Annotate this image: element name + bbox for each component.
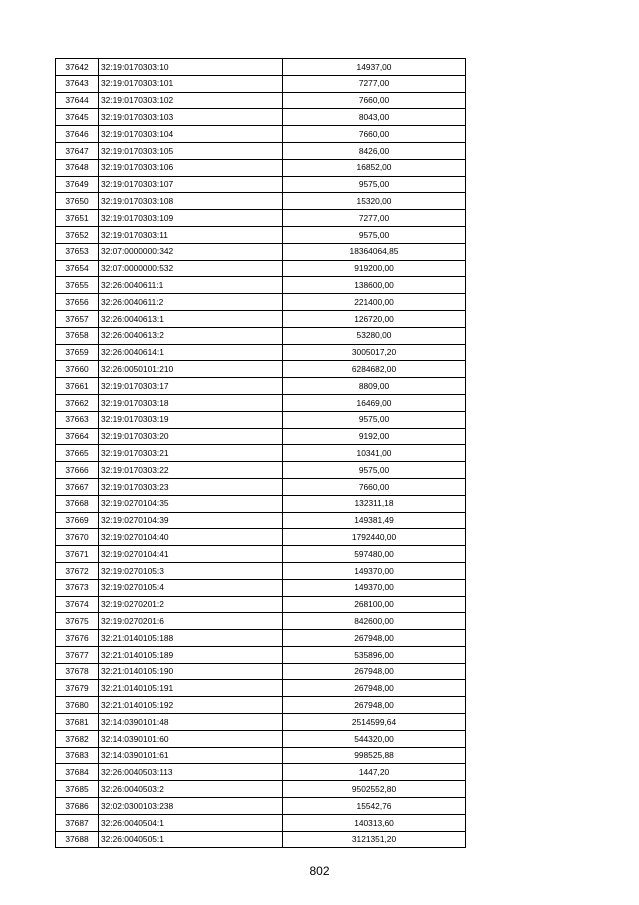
row-number-cell: 37683	[56, 747, 99, 764]
value-cell: 126720,00	[283, 310, 466, 327]
row-number-cell: 37678	[56, 663, 99, 680]
cadastral-number-cell: 32:26:0040613:1	[99, 310, 283, 327]
row-number-cell: 37657	[56, 310, 99, 327]
table-row	[56, 445, 466, 462]
cadastral-number-cell: 32:19:0170303:109	[99, 210, 283, 227]
value-cell: 149381,49	[283, 512, 466, 529]
table-row	[56, 630, 466, 647]
row-number-cell: 37654	[56, 260, 99, 277]
row-number-cell: 37668	[56, 495, 99, 512]
row-number-cell: 37685	[56, 781, 99, 798]
row-number-cell: 37682	[56, 730, 99, 747]
table-row	[56, 680, 466, 697]
value-cell: 7660,00	[283, 92, 466, 109]
value-cell: 16852,00	[283, 159, 466, 176]
cadastral-number-cell: 32:19:0170303:101	[99, 75, 283, 92]
row-number-cell: 37688	[56, 831, 99, 848]
table-row	[56, 646, 466, 663]
row-number-cell: 37670	[56, 529, 99, 546]
row-number-cell: 37665	[56, 445, 99, 462]
table-row	[56, 344, 466, 361]
value-cell: 7660,00	[283, 126, 466, 143]
table-body	[56, 59, 466, 848]
value-cell: 10341,00	[283, 445, 466, 462]
cadastral-number-cell: 32:14:0390101:60	[99, 730, 283, 747]
cadastral-number-cell: 32:19:0270104:39	[99, 512, 283, 529]
cadastral-number-cell: 32:21:0140105:189	[99, 646, 283, 663]
row-number-cell: 37680	[56, 697, 99, 714]
row-number-cell: 37643	[56, 75, 99, 92]
table-row	[56, 613, 466, 630]
cadastral-number-cell: 32:19:0170303:23	[99, 478, 283, 495]
row-number-cell: 37649	[56, 176, 99, 193]
table-row	[56, 142, 466, 159]
value-cell: 9575,00	[283, 411, 466, 428]
row-number-cell: 37684	[56, 764, 99, 781]
row-number-cell: 37646	[56, 126, 99, 143]
value-cell: 544320,00	[283, 730, 466, 747]
row-number-cell: 37677	[56, 646, 99, 663]
row-number-cell: 37644	[56, 92, 99, 109]
value-cell: 267948,00	[283, 663, 466, 680]
value-cell: 53280,00	[283, 327, 466, 344]
value-cell: 9502552,80	[283, 781, 466, 798]
cadastral-number-cell: 32:19:0170303:11	[99, 226, 283, 243]
cadastral-number-cell: 32:19:0170303:102	[99, 92, 283, 109]
table-row	[56, 781, 466, 798]
cadastral-number-cell: 32:19:0170303:17	[99, 378, 283, 395]
row-number-cell: 37662	[56, 394, 99, 411]
row-number-cell: 37673	[56, 579, 99, 596]
cadastral-number-cell: 32:26:0040503:2	[99, 781, 283, 798]
value-cell: 267948,00	[283, 630, 466, 647]
table-row	[56, 310, 466, 327]
cadastral-number-cell: 32:19:0170303:20	[99, 428, 283, 445]
row-number-cell: 37675	[56, 613, 99, 630]
cadastral-number-cell: 32:02:0300103:238	[99, 798, 283, 815]
value-cell: 16469,00	[283, 394, 466, 411]
value-cell: 18364064,85	[283, 243, 466, 260]
row-number-cell: 37666	[56, 462, 99, 479]
cadastral-number-cell: 32:14:0390101:61	[99, 747, 283, 764]
table-row	[56, 226, 466, 243]
value-cell: 8809,00	[283, 378, 466, 395]
cadastral-number-cell: 32:19:0170303:108	[99, 193, 283, 210]
table-row	[56, 697, 466, 714]
value-cell: 919200,00	[283, 260, 466, 277]
value-cell: 7277,00	[283, 210, 466, 227]
row-number-cell: 37664	[56, 428, 99, 445]
table-row	[56, 579, 466, 596]
value-cell: 149370,00	[283, 562, 466, 579]
table-row	[56, 176, 466, 193]
value-cell: 138600,00	[283, 277, 466, 294]
cadastral-number-cell: 32:26:0040614:1	[99, 344, 283, 361]
table-row	[56, 126, 466, 143]
row-number-cell: 37669	[56, 512, 99, 529]
cadastral-number-cell: 32:19:0170303:105	[99, 142, 283, 159]
table-row	[56, 747, 466, 764]
value-cell: 267948,00	[283, 680, 466, 697]
table-row	[56, 277, 466, 294]
value-cell: 6284682,00	[283, 361, 466, 378]
table-row	[56, 462, 466, 479]
value-cell: 3121351,20	[283, 831, 466, 848]
cadastral-number-cell: 32:19:0170303:104	[99, 126, 283, 143]
cadastral-number-cell: 32:19:0170303:19	[99, 411, 283, 428]
row-number-cell: 37656	[56, 294, 99, 311]
row-number-cell: 37687	[56, 814, 99, 831]
cadastral-number-cell: 32:26:0040504:1	[99, 814, 283, 831]
cadastral-value-table	[55, 58, 466, 848]
cadastral-number-cell: 32:19:0170303:103	[99, 109, 283, 126]
row-number-cell: 37667	[56, 478, 99, 495]
cadastral-number-cell: 32:19:0170303:22	[99, 462, 283, 479]
value-cell: 149370,00	[283, 579, 466, 596]
table-row	[56, 562, 466, 579]
value-cell: 1447,20	[283, 764, 466, 781]
value-cell: 9575,00	[283, 176, 466, 193]
cadastral-number-cell: 32:26:0040611:1	[99, 277, 283, 294]
table-row	[56, 764, 466, 781]
row-number-cell: 37650	[56, 193, 99, 210]
value-cell: 221400,00	[283, 294, 466, 311]
row-number-cell: 37655	[56, 277, 99, 294]
table-row	[56, 378, 466, 395]
value-cell: 268100,00	[283, 596, 466, 613]
table-row	[56, 596, 466, 613]
table-row	[56, 327, 466, 344]
cadastral-number-cell: 32:21:0140105:191	[99, 680, 283, 697]
row-number-cell: 37642	[56, 59, 99, 76]
cadastral-number-cell: 32:19:0270104:41	[99, 546, 283, 563]
table-row	[56, 831, 466, 848]
row-number-cell: 37648	[56, 159, 99, 176]
table-row	[56, 798, 466, 815]
row-number-cell: 37645	[56, 109, 99, 126]
table-row	[56, 92, 466, 109]
value-cell: 140313,60	[283, 814, 466, 831]
table-row	[56, 394, 466, 411]
cadastral-number-cell: 32:26:0040503:113	[99, 764, 283, 781]
row-number-cell: 37661	[56, 378, 99, 395]
row-number-cell: 37651	[56, 210, 99, 227]
value-cell: 597480,00	[283, 546, 466, 563]
cadastral-number-cell: 32:19:0170303:107	[99, 176, 283, 193]
value-cell: 15542,76	[283, 798, 466, 815]
value-cell: 1792440,00	[283, 529, 466, 546]
value-cell: 8426,00	[283, 142, 466, 159]
cadastral-number-cell: 32:19:0170303:21	[99, 445, 283, 462]
value-cell: 267948,00	[283, 697, 466, 714]
value-cell: 842600,00	[283, 613, 466, 630]
row-number-cell: 37659	[56, 344, 99, 361]
table-row	[56, 814, 466, 831]
row-number-cell: 37676	[56, 630, 99, 647]
row-number-cell: 37671	[56, 546, 99, 563]
cadastral-number-cell: 32:21:0140105:188	[99, 630, 283, 647]
cadastral-number-cell: 32:19:0270201:2	[99, 596, 283, 613]
cadastral-number-cell: 32:19:0270104:40	[99, 529, 283, 546]
row-number-cell: 37663	[56, 411, 99, 428]
value-cell: 998525,88	[283, 747, 466, 764]
table-row	[56, 529, 466, 546]
row-number-cell: 37652	[56, 226, 99, 243]
cadastral-number-cell: 32:07:0000000:532	[99, 260, 283, 277]
value-cell: 14937,00	[283, 59, 466, 76]
row-number-cell: 37658	[56, 327, 99, 344]
table-row	[56, 210, 466, 227]
table-row	[56, 546, 466, 563]
table-row	[56, 243, 466, 260]
table-row	[56, 260, 466, 277]
value-cell: 132311,18	[283, 495, 466, 512]
cadastral-number-cell: 32:26:0040505:1	[99, 831, 283, 848]
cadastral-number-cell: 32:19:0270104:35	[99, 495, 283, 512]
table-row	[56, 478, 466, 495]
table-row	[56, 411, 466, 428]
table-row	[56, 159, 466, 176]
cadastral-number-cell: 32:07:0000000:342	[99, 243, 283, 260]
cadastral-number-cell: 32:19:0170303:10	[99, 59, 283, 76]
table-row	[56, 75, 466, 92]
row-number-cell: 37686	[56, 798, 99, 815]
cadastral-number-cell: 32:26:0040611:2	[99, 294, 283, 311]
table-row	[56, 512, 466, 529]
table-row	[56, 714, 466, 731]
cadastral-number-cell: 32:14:0390101:48	[99, 714, 283, 731]
cadastral-number-cell: 32:21:0140105:192	[99, 697, 283, 714]
table-row	[56, 294, 466, 311]
cadastral-number-cell: 32:26:0040613:2	[99, 327, 283, 344]
table-row	[56, 59, 466, 76]
table-row	[56, 361, 466, 378]
page-number: 802	[309, 864, 330, 878]
value-cell: 7277,00	[283, 75, 466, 92]
row-number-cell: 37672	[56, 562, 99, 579]
table-row	[56, 663, 466, 680]
table-row	[56, 730, 466, 747]
row-number-cell: 37660	[56, 361, 99, 378]
cadastral-number-cell: 32:19:0170303:18	[99, 394, 283, 411]
row-number-cell: 37674	[56, 596, 99, 613]
cadastral-number-cell: 32:19:0270105:3	[99, 562, 283, 579]
value-cell: 9192,00	[283, 428, 466, 445]
value-cell: 3005017,20	[283, 344, 466, 361]
value-cell: 535896,00	[283, 646, 466, 663]
value-cell: 8043,00	[283, 109, 466, 126]
cadastral-number-cell: 32:19:0270201:6	[99, 613, 283, 630]
row-number-cell: 37647	[56, 142, 99, 159]
value-cell: 9575,00	[283, 462, 466, 479]
row-number-cell: 37653	[56, 243, 99, 260]
value-cell: 9575,00	[283, 226, 466, 243]
cadastral-number-cell: 32:21:0140105:190	[99, 663, 283, 680]
table-row	[56, 495, 466, 512]
value-cell: 7660,00	[283, 478, 466, 495]
cadastral-number-cell: 32:19:0270105:4	[99, 579, 283, 596]
cadastral-number-cell: 32:19:0170303:106	[99, 159, 283, 176]
value-cell: 2514599,64	[283, 714, 466, 731]
table-row	[56, 193, 466, 210]
cadastral-number-cell: 32:26:0050101:210	[99, 361, 283, 378]
row-number-cell: 37679	[56, 680, 99, 697]
row-number-cell: 37681	[56, 714, 99, 731]
table-row	[56, 428, 466, 445]
table-row	[56, 109, 466, 126]
value-cell: 15320,00	[283, 193, 466, 210]
